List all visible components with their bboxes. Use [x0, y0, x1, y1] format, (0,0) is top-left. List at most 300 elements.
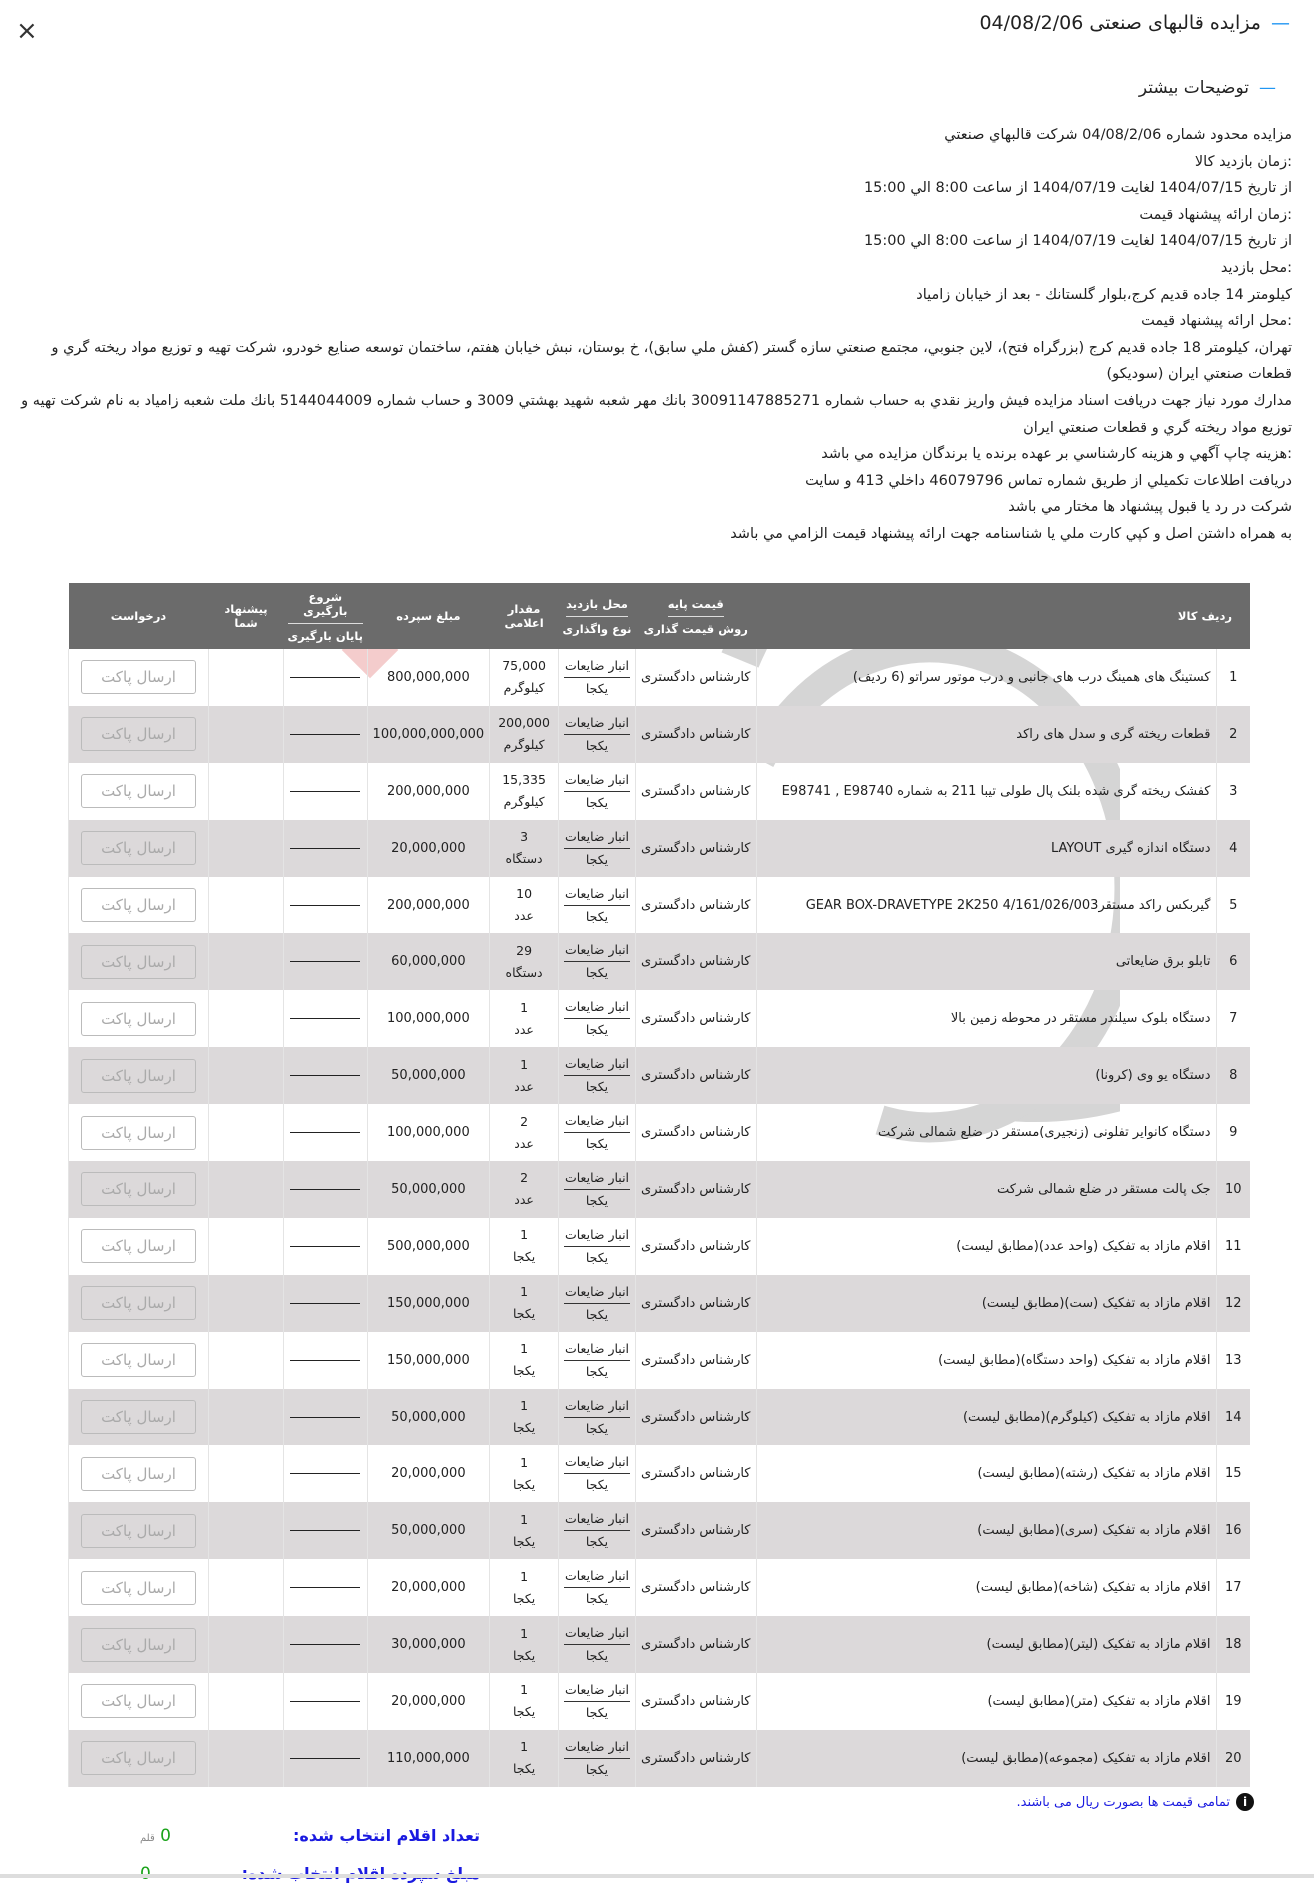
quantity-cell — [490, 990, 559, 1047]
col-visit — [558, 583, 635, 649]
description-line: :هزينه چاپ آگهي و هزينه كارشناسي بر عهده برنده يا برندگان مزايده مي باشد — [821, 446, 1292, 463]
col-row-item: ردیف کالا — [756, 583, 1250, 649]
table-row — [69, 1047, 1251, 1104]
transfer-type: یکجا — [585, 1534, 609, 1550]
col-base-price — [636, 583, 756, 649]
empty-dash — [290, 1075, 360, 1076]
your-offer — [209, 1673, 284, 1730]
deposit: 20,000,000 — [367, 1445, 490, 1502]
send-packet-button[interactable]: ارسال پاکت — [81, 888, 196, 922]
transfer-type: یکجا — [585, 1306, 609, 1322]
selected-count-summary — [140, 1826, 480, 1845]
request-cell — [69, 1730, 209, 1787]
pricing-method: کارشناس دادگستری — [636, 820, 756, 877]
visit-place: انبار ضایعات — [564, 769, 630, 792]
send-packet-button[interactable]: ارسال پاکت — [81, 774, 196, 808]
info-icon: i — [1236, 1793, 1254, 1811]
item-name: کستینگ های همینگ درب های جانبی و درب موتور سراتو (6 ردیف) — [756, 649, 1216, 706]
transfer-type: یکجا — [585, 965, 609, 981]
request-cell — [69, 706, 209, 763]
table-row — [69, 1275, 1251, 1332]
quantity-cell — [490, 1047, 559, 1104]
quantity: 2 — [520, 1170, 529, 1186]
pricing-method: کارشناس دادگستری — [636, 1275, 756, 1332]
visit-place: انبار ضایعات — [564, 1110, 630, 1133]
quantity-cell — [490, 1218, 559, 1275]
transfer-type: یکجا — [585, 1648, 609, 1664]
request-cell — [69, 1104, 209, 1161]
row-number: 9 — [1216, 1104, 1250, 1161]
empty-dash — [290, 1530, 360, 1531]
send-packet-button[interactable]: ارسال پاکت — [81, 1400, 196, 1434]
visit-place: انبار ضایعات — [564, 1736, 630, 1759]
item-name: دستگاه کانوایر تفلونی (زنجیری)مستقر در ضلع شمالی شرکت — [756, 1104, 1216, 1161]
transfer-type: یکجا — [585, 680, 609, 696]
quantity-cell — [490, 1673, 559, 1730]
your-offer — [209, 1389, 284, 1446]
close-button[interactable]: × — [16, 16, 38, 46]
visit-cell — [558, 1332, 635, 1389]
description-line: از تاريخ 1404/07/15 لغايت 1404/07/19 از ساعت 8:00 الي 15:00 — [863, 233, 1292, 250]
table-row — [69, 1445, 1251, 1502]
your-offer — [209, 1275, 284, 1332]
loading-dates — [284, 1616, 368, 1673]
loading-dates — [284, 1445, 368, 1502]
quantity-unit: عدد — [514, 1192, 534, 1208]
quantity-cell — [490, 706, 559, 763]
pricing-method: کارشناس دادگستری — [636, 1332, 756, 1389]
col-request: درخواست — [69, 583, 209, 649]
your-offer — [209, 1332, 284, 1389]
quantity: 15,335 — [502, 772, 546, 788]
table-row — [69, 1389, 1251, 1446]
loading-dates — [284, 1104, 368, 1161]
send-packet-button[interactable]: ارسال پاکت — [81, 1741, 196, 1775]
transfer-type: یکجا — [585, 1477, 609, 1493]
empty-dash — [290, 677, 360, 678]
table-row — [69, 1616, 1251, 1673]
quantity-unit: عدد — [514, 908, 534, 923]
transfer-type: یکجا — [585, 1136, 609, 1152]
item-name: اقلام مازاد به تفکیک (متر)(مطابق لیست) — [756, 1673, 1216, 1730]
transfer-type: یکجا — [585, 1363, 609, 1379]
empty-dash — [290, 1473, 360, 1474]
row-number: 4 — [1216, 820, 1250, 877]
row-number: 3 — [1216, 763, 1250, 820]
pricing-method: کارشناس دادگستری — [636, 990, 756, 1047]
loading-dates — [284, 1161, 368, 1218]
deposit: 50,000,000 — [367, 1161, 490, 1218]
send-packet-button[interactable]: ارسال پاکت — [81, 660, 196, 694]
empty-dash — [290, 1303, 360, 1304]
loading-dates — [284, 1218, 368, 1275]
send-packet-button[interactable]: ارسال پاکت — [81, 1286, 196, 1320]
visit-place: انبار ضایعات — [564, 655, 630, 678]
transfer-type: یکجا — [585, 851, 609, 867]
row-number: 8 — [1216, 1047, 1250, 1104]
transfer-type: یکجا — [585, 1249, 609, 1265]
transfer-type: یکجا — [585, 1591, 609, 1607]
empty-dash — [290, 1417, 360, 1418]
pricing-method: کارشناس دادگستری — [636, 1161, 756, 1218]
quantity-cell — [490, 1389, 559, 1446]
request-cell — [69, 990, 209, 1047]
your-offer — [209, 1445, 284, 1502]
description-line: به همراه داشتن اصل و كپي كارت ملي يا شناسنامه جهت ارائه پيشنهاد قيمت الزامي مي باشد — [730, 525, 1292, 542]
empty-dash — [290, 905, 360, 906]
selected-count: 0 — [160, 1826, 171, 1846]
table-row — [69, 1104, 1251, 1161]
loading-dates — [284, 1389, 368, 1446]
table-row — [69, 877, 1251, 934]
visit-cell — [558, 1559, 635, 1616]
your-offer — [209, 649, 284, 706]
visit-cell — [558, 706, 635, 763]
description-line: كيلومتر 14 جاده قديم كرج،بلوار گلستانك - بعد از خيابان زامياد — [916, 286, 1292, 303]
quantity-cell — [490, 1730, 559, 1787]
deposit: 200,000,000 — [367, 877, 490, 934]
row-number: 10 — [1216, 1161, 1250, 1218]
visit-cell — [558, 1673, 635, 1730]
visit-place: انبار ضایعات — [564, 1451, 630, 1474]
row-number: 11 — [1216, 1218, 1250, 1275]
quantity-unit: یکجا — [512, 1533, 536, 1549]
quantity-unit: یکجا — [512, 1704, 536, 1720]
deposit: 20,000,000 — [367, 1559, 490, 1616]
visit-cell — [558, 763, 635, 820]
quantity-unit: یکجا — [512, 1363, 536, 1379]
item-name: اقلام مازاد به تفکیک (لیتر)(مطابق لیست) — [756, 1616, 1216, 1673]
table-row — [69, 1730, 1251, 1787]
item-name: اقلام مازاد به تفکیک (واحد دستگاه)(مطابق لیست) — [756, 1332, 1216, 1389]
item-name: دستگاه اندازه گیری LAYOUT — [756, 820, 1216, 877]
quantity: 3 — [520, 829, 529, 845]
table-row — [69, 649, 1251, 706]
pricing-method: کارشناس دادگستری — [636, 1047, 756, 1104]
loading-dates — [284, 990, 368, 1047]
visit-place: انبار ضایعات — [564, 996, 630, 1019]
your-offer — [209, 706, 284, 763]
send-packet-button[interactable]: ارسال پاکت — [81, 1343, 196, 1377]
col-quantity: مقدار اعلامی — [490, 583, 559, 649]
request-cell — [69, 1502, 209, 1559]
visit-place: انبار ضایعات — [564, 712, 630, 735]
your-offer — [209, 1730, 284, 1787]
description-line: :زمان بازديد كالا — [1194, 153, 1292, 170]
request-cell — [69, 1218, 209, 1275]
item-name: کفشک ریخته گری شده بلنک پال طولی تیبا 211 به شماره E98741 , E98740 — [756, 763, 1216, 820]
send-packet-button[interactable]: ارسال پاکت — [81, 831, 196, 865]
selected-unit: قلم — [140, 1833, 155, 1844]
loading-dates — [284, 1502, 368, 1559]
quantity-unit: عدد — [514, 1078, 534, 1094]
description-line: :زمان ارائه پيشنهاد قيمت — [1139, 206, 1292, 223]
visit-place: انبار ضایعات — [564, 1622, 630, 1645]
quantity-cell — [490, 763, 559, 820]
deposit: 100,000,000 — [367, 1104, 490, 1161]
table-row — [69, 763, 1251, 820]
row-number: 17 — [1216, 1559, 1250, 1616]
page-title — [979, 12, 1290, 34]
note-text: تمامی قیمت ها بصورت ریال می باشند. — [1016, 1795, 1230, 1810]
quantity-unit: یکجا — [512, 1761, 536, 1777]
send-packet-button[interactable]: ارسال پاکت — [81, 1514, 196, 1548]
visit-cell — [558, 1275, 635, 1332]
your-offer — [209, 820, 284, 877]
description — [18, 122, 1292, 548]
your-offer — [209, 1559, 284, 1616]
visit-place: انبار ضایعات — [564, 1679, 630, 1702]
quantity-unit: یکجا — [512, 1249, 536, 1265]
deposit: 100,000,000,000 — [367, 706, 490, 763]
empty-dash — [290, 1189, 360, 1190]
row-number: 6 — [1216, 933, 1250, 990]
your-offer — [209, 1047, 284, 1104]
quantity-unit: دستگاه — [505, 964, 543, 980]
deposit: 60,000,000 — [367, 933, 490, 990]
quantity: 1 — [520, 1739, 529, 1755]
selected-label: تعداد اقلام انتخاب شده: — [293, 1826, 480, 1845]
deposit: 50,000,000 — [367, 1502, 490, 1559]
h-load-start: شروع بارگیری — [288, 590, 364, 624]
loading-dates — [284, 1275, 368, 1332]
table-row — [69, 1332, 1251, 1389]
your-offer — [209, 877, 284, 934]
deposit: 20,000,000 — [367, 1673, 490, 1730]
visit-place: انبار ضایعات — [564, 1167, 630, 1190]
visit-place: انبار ضایعات — [564, 1338, 630, 1361]
loading-dates — [284, 1332, 368, 1389]
quantity-cell — [490, 1161, 559, 1218]
transfer-type: یکجا — [585, 1420, 609, 1436]
transfer-type: یکجا — [585, 1761, 609, 1777]
quantity-cell — [490, 1616, 559, 1673]
pricing-method: کارشناس دادگستری — [636, 1445, 756, 1502]
request-cell — [69, 1332, 209, 1389]
request-cell — [69, 1275, 209, 1332]
quantity-unit: یکجا — [512, 1647, 536, 1663]
section-title — [1139, 78, 1276, 98]
send-packet-button[interactable]: ارسال پاکت — [81, 1684, 196, 1718]
loading-dates — [284, 933, 368, 990]
visit-cell — [558, 933, 635, 990]
item-name: قطعات ریخته گری و سدل های راکد — [756, 706, 1216, 763]
table-header — [69, 583, 1251, 649]
pricing-method: کارشناس دادگستری — [636, 1673, 756, 1730]
table-row — [69, 706, 1251, 763]
transfer-type: یکجا — [585, 1192, 609, 1208]
request-cell — [69, 649, 209, 706]
h-visit: محل بازدید — [566, 597, 628, 617]
deposit: 20,000,000 — [367, 820, 490, 877]
description-line: :محل بازديد — [1220, 259, 1292, 276]
deposit: 30,000,000 — [367, 1616, 490, 1673]
pricing-method: کارشناس دادگستری — [636, 1616, 756, 1673]
quantity: 75,000 — [502, 658, 546, 674]
item-name: اقلام مازاد به تفکیک (ست)(مطابق لیست) — [756, 1275, 1216, 1332]
visit-cell — [558, 649, 635, 706]
items-table — [68, 583, 1250, 1787]
quantity-unit: عدد — [514, 1135, 534, 1151]
visit-place: انبار ضایعات — [564, 883, 630, 906]
your-offer — [209, 1218, 284, 1275]
table-row — [69, 1161, 1251, 1218]
quantity: 1 — [520, 1227, 529, 1243]
description-line: مدارك مورد نياز جهت دريافت اسناد مزايده فيش واريز نقدي به حساب شماره 30091147885271 بانك مهر شعبه شهيد بهشتي 3009 و حساب شماره 5144044009 بانك ملت شعبه زامياد به نام شركت تهيه و توزيع مواد ريخته گري و قطعات صنعتي ايران — [21, 392, 1292, 436]
loading-dates — [284, 1730, 368, 1787]
quantity: 2 — [520, 1113, 529, 1129]
dash-icon: — — [1259, 78, 1276, 98]
description-line: تهران، كيلومتر 18 جاده قديم كرج (بزرگراه فتح)، لاين جنوبي، مجتمع صنعتي سازه گستر (كفش ملي سابق)، خ بوستان، نبش خيابان هفتم، ساختمان توسعه صنايع خودرو، شركت تهيه و توزيع مواد ريخته گري و قطعات صنعتي ايران (سوديكو) — [51, 339, 1292, 383]
table-row — [69, 1559, 1251, 1616]
quantity: 1 — [520, 1454, 529, 1470]
empty-dash — [290, 734, 360, 735]
send-packet-button[interactable]: ارسال پاکت — [81, 1571, 196, 1605]
table-row — [69, 820, 1251, 877]
deposit: 110,000,000 — [367, 1730, 490, 1787]
quantity: 1 — [520, 999, 529, 1015]
loading-dates — [284, 763, 368, 820]
quantity-cell — [490, 1502, 559, 1559]
your-offer — [209, 763, 284, 820]
quantity-cell — [490, 1445, 559, 1502]
item-name: اقلام مازاد به تفکیک (کیلوگرم)(مطابق لیست) — [756, 1389, 1216, 1446]
h-type: نوع واگذاری — [562, 621, 632, 636]
dash-icon: — — [1271, 12, 1290, 34]
col-deposit: مبلغ سپرده — [367, 583, 490, 649]
request-cell — [69, 820, 209, 877]
quantity: 10 — [516, 886, 533, 901]
your-offer — [209, 1616, 284, 1673]
quantity-cell — [490, 1104, 559, 1161]
loading-dates — [284, 706, 368, 763]
deposit: 50,000,000 — [367, 1389, 490, 1446]
visit-cell — [558, 877, 635, 934]
table-row — [69, 933, 1251, 990]
item-name: جک پالت مستقر در ضلع شمالی شرکت — [756, 1161, 1216, 1218]
section-title-text: توضیحات بیشتر — [1138, 78, 1249, 98]
loading-dates — [284, 649, 368, 706]
description-line: شركت در رد يا قبول پيشنهاد ها مختار مي باشد — [1008, 499, 1292, 516]
row-number: 15 — [1216, 1445, 1250, 1502]
row-number: 7 — [1216, 990, 1250, 1047]
visit-cell — [558, 1730, 635, 1787]
table-row — [69, 1673, 1251, 1730]
quantity: 1 — [520, 1511, 529, 1527]
request-cell — [69, 933, 209, 990]
visit-place: انبار ضایعات — [564, 1224, 630, 1247]
row-number: 16 — [1216, 1502, 1250, 1559]
item-name: اقلام مازاد به تفکیک (مجموعه)(مطابق لیست) — [756, 1730, 1216, 1787]
your-offer — [209, 1502, 284, 1559]
loading-dates — [284, 877, 368, 934]
item-name: اقلام مازاد به تفکیک (سری)(مطابق لیست) — [756, 1502, 1216, 1559]
item-name: اقلام مازاد به تفکیک (واحد عدد)(مطابق لیست) — [756, 1218, 1216, 1275]
visit-cell — [558, 1445, 635, 1502]
deposit: 100,000,000 — [367, 990, 490, 1047]
empty-dash — [290, 1644, 360, 1645]
empty-dash — [290, 1018, 360, 1019]
request-cell — [69, 877, 209, 934]
loading-dates — [284, 1559, 368, 1616]
quantity-unit: عدد — [514, 1021, 534, 1037]
visit-place: انبار ضایعات — [564, 1395, 630, 1418]
empty-dash — [290, 1587, 360, 1588]
quantity: 200,000 — [498, 715, 550, 731]
request-cell — [69, 1161, 209, 1218]
transfer-type: یکجا — [585, 1079, 609, 1095]
quantity-unit: یکجا — [512, 1420, 536, 1436]
deposit: 800,000,000 — [367, 649, 490, 706]
description-line: دريافت اطلاعات تكميلي از طريق شماره تماس 46079796 داخلي 413 و سايت — [805, 472, 1292, 489]
col-offer: پیشنهاد شما — [209, 583, 284, 649]
row-number: 12 — [1216, 1275, 1250, 1332]
deposit: 150,000,000 — [367, 1332, 490, 1389]
visit-cell — [558, 1161, 635, 1218]
send-packet-button[interactable]: ارسال پاکت — [81, 1059, 196, 1093]
loading-dates — [284, 1673, 368, 1730]
description-line: از تاريخ 1404/07/15 لغايت 1404/07/19 از ساعت 8:00 الي 15:00 — [863, 180, 1292, 197]
quantity-cell — [490, 1332, 559, 1389]
h-base-price: قیمت پایه — [668, 597, 724, 617]
visit-cell — [558, 990, 635, 1047]
your-offer — [209, 990, 284, 1047]
empty-dash — [290, 791, 360, 792]
table-row — [69, 1502, 1251, 1559]
quantity-cell — [490, 1275, 559, 1332]
visit-cell — [558, 1616, 635, 1673]
visit-cell — [558, 1104, 635, 1161]
quantity-cell — [490, 820, 559, 877]
item-name: دستگاه بلوک سیلندر مستقر در محوطه زمین بالا — [756, 990, 1216, 1047]
quantity: 29 — [516, 942, 533, 958]
h-method: روش قیمت گذاری — [643, 621, 748, 636]
pricing-method: کارشناس دادگستری — [636, 1730, 756, 1787]
transfer-type: یکجا — [585, 908, 609, 924]
quantity: 1 — [520, 1284, 529, 1300]
send-packet-button[interactable]: ارسال پاکت — [81, 945, 196, 979]
visit-place: انبار ضایعات — [564, 939, 630, 962]
request-cell — [69, 1559, 209, 1616]
visit-cell — [558, 1218, 635, 1275]
send-packet-button[interactable]: ارسال پاکت — [81, 1628, 196, 1662]
loading-dates — [284, 1047, 368, 1104]
request-cell — [69, 763, 209, 820]
send-packet-button[interactable]: ارسال پاکت — [81, 1229, 196, 1263]
loading-dates — [284, 820, 368, 877]
quantity: 1 — [520, 1341, 529, 1357]
pricing-method: کارشناس دادگستری — [636, 1104, 756, 1161]
send-packet-button[interactable]: ارسال پاکت — [81, 1116, 196, 1150]
col-loading — [284, 583, 368, 649]
deposit: 150,000,000 — [367, 1275, 490, 1332]
price-note — [1017, 1793, 1255, 1811]
deposit: 200,000,000 — [367, 763, 490, 820]
deposit: 500,000,000 — [367, 1218, 490, 1275]
send-packet-button[interactable]: ارسال پاکت — [81, 1002, 196, 1036]
empty-dash — [290, 1132, 360, 1133]
send-packet-button[interactable]: ارسال پاکت — [81, 1172, 196, 1206]
visit-cell — [558, 1502, 635, 1559]
request-cell — [69, 1673, 209, 1730]
your-offer — [209, 1104, 284, 1161]
row-number: 5 — [1216, 877, 1250, 934]
send-packet-button[interactable]: ارسال پاکت — [81, 1457, 196, 1491]
quantity-unit: کیلوگرم — [503, 680, 545, 696]
send-packet-button[interactable]: ارسال پاکت — [81, 717, 196, 751]
quantity: 1 — [520, 1056, 529, 1072]
empty-dash — [290, 848, 360, 849]
